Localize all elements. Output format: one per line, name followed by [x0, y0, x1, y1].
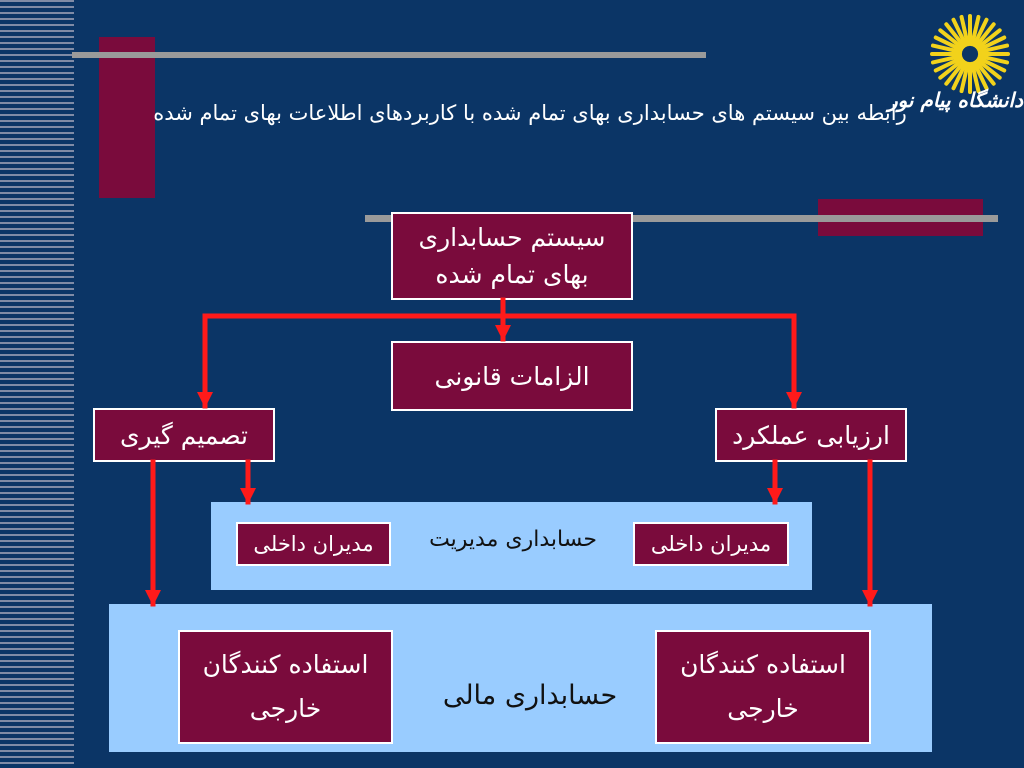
legal-requirements-label: الزامات قانونی — [434, 361, 590, 391]
external-users-right-line2: خارجی — [727, 694, 799, 723]
slide-title: رابطه بین سیستم های حسابداری بهای تمام شده با کاربردهای اطلاعات بهای تمام شده — [153, 101, 907, 125]
cost-accounting-system-line2: بهای تمام شده — [435, 260, 589, 289]
financial-accounting-label: حسابداری مالی — [442, 680, 618, 711]
external-users-left-line1: استفاده کنندگان — [202, 650, 369, 679]
decision-making-label: تصمیم گیری — [119, 420, 249, 450]
internal-managers-label-left: مدیران داخلی — [253, 532, 374, 556]
internal-managers-label-right: مدیران داخلی — [650, 532, 772, 556]
management-accounting-label: حسابداری مدیریت — [429, 527, 597, 552]
cost-accounting-system-line1: سیستم حسابداری — [418, 223, 606, 252]
performance-evaluation-label: ارزیابی عملکرد — [732, 420, 890, 450]
logo-text: دانشگاه پیام نور — [887, 88, 1023, 112]
external-users-right-line1: استفاده کنندگان — [680, 650, 846, 679]
external-users-left-line2: خارجی — [249, 694, 322, 723]
